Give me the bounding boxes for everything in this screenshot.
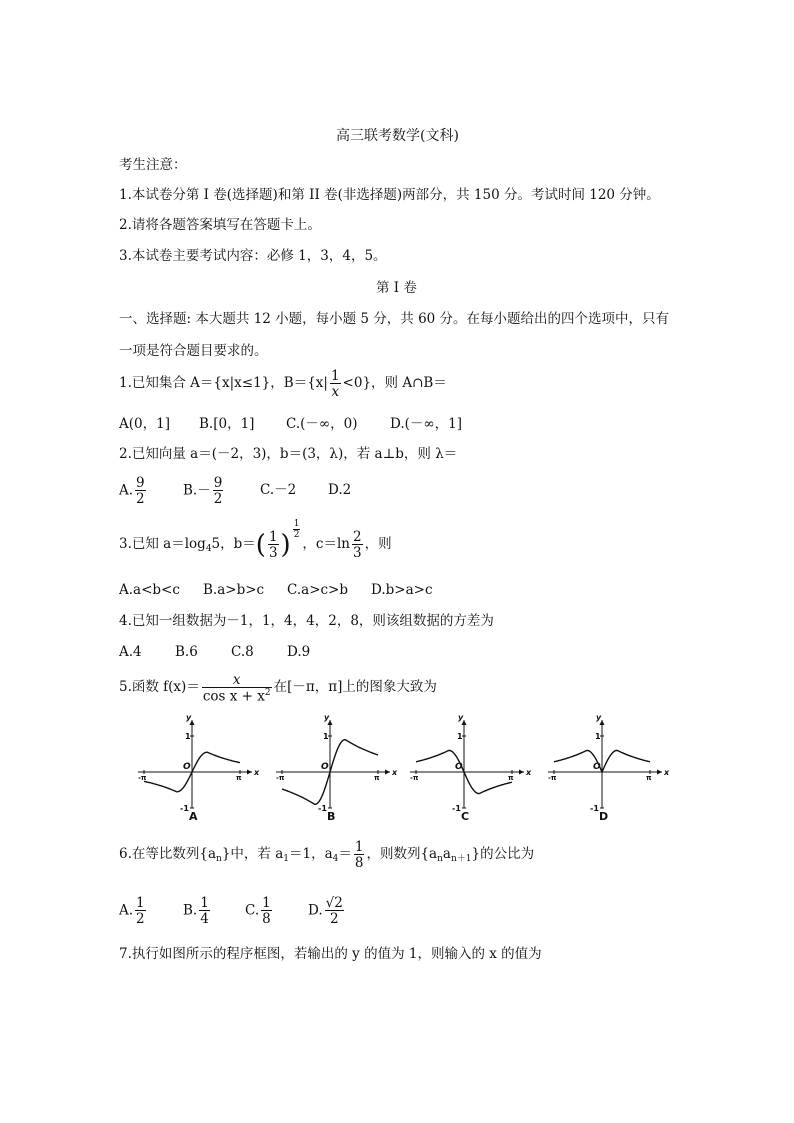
graph-neg-pi-label: -π [138,774,147,782]
question-7-stem: 7.执行如图所示的程序框图，若输出的 y 的值为 1，则输入的 x 的值为 [119,946,542,962]
part-title: 第 I 卷 [376,280,417,296]
q6-opt-c-num: 1 [262,894,271,911]
graph-origin-label: O [593,762,601,772]
q4-option-a: A.4 [119,644,142,660]
graph-origin-label: O [455,762,463,772]
q3-b-den: 3 [268,545,278,561]
q6-mid2: ＝1，a [289,846,333,863]
q6-mid4: ，则数列{a [366,846,438,863]
q4-option-c: C.8 [231,644,254,660]
q6-sub-1: 1 [283,853,289,864]
question-2-options [119,474,351,508]
graph-neg-pi-label: -π [548,774,557,782]
section-instruction-line-2: 一项是符合题目要求的。 [119,343,268,359]
q6-option-b [183,896,245,926]
q3-paren-right: ) [280,530,291,560]
section-instruction-line-1: 一、选择题: 本大题共 12 小题，每小题 5 分，共 60 分。在每小题给出的四个选项中，只有 [119,311,670,327]
q6-frac-num: 1 [354,838,364,855]
question-3-stem [119,520,392,570]
q3-paren-left: ( [255,530,266,560]
graph-neg-pi-label: -π [410,774,419,782]
graph-x-label: x [254,768,260,777]
graph-pi-label: π [236,774,242,782]
q5-graphs [130,714,730,826]
graph-x-arrow [247,770,252,775]
q6-option-a [119,896,183,926]
q3-exp-num: 1 [293,519,300,529]
q5-fraction [202,673,272,704]
graph-panel-label: B [327,810,336,823]
q6-opt-c-label: C. [245,902,260,919]
q6-opt-b-den: 4 [200,911,209,927]
q2-opt-a-num: 9 [136,474,145,491]
graph-y-bottom-label: -1 [318,804,327,813]
q3-exponent [293,520,301,541]
graph-y-label: y [458,714,464,722]
q3-option-c: C.a>c>b [287,582,349,598]
graph-panel-label: A [189,810,198,823]
q6-option-d [308,896,346,926]
graph-y-top-label: 1 [457,732,463,741]
graph-y-bottom-label: -1 [590,804,599,813]
question-4-options [119,646,310,660]
q2-opt-a-den: 2 [136,491,145,507]
q6-mid5: a [442,846,451,863]
graph-b [276,714,398,823]
q1-option-c: C.(－∞，0) [286,416,358,432]
q6-opt-d-den: 2 [325,910,344,926]
q6-opt-d-label: D. [308,902,323,919]
q3-option-d: D.b>a>c [371,582,433,598]
question-1-options [119,418,462,432]
q1-suffix: <0}，则 A∩B＝ [342,375,447,392]
q3-c-den: 3 [353,545,362,561]
q2-opt-a-label: A. [119,482,134,499]
question-3-options [119,584,433,598]
graph-x-arrow [385,770,390,775]
q4-option-d: D.9 [287,644,311,660]
graph-a [138,714,260,823]
q6-opt-a-den: 2 [136,911,145,927]
q2-option-c: C.－2 [260,482,297,499]
q1-option-a: A(0，1] [119,416,170,432]
q2-opt-b-den: 2 [213,491,223,507]
graph-y-top-label: 1 [185,732,191,741]
graph-y-top-label: 1 [323,732,329,741]
q5-prefix: 5.函数 f(x)＝ [119,679,200,696]
q1-option-b: B.[0，1] [199,416,255,432]
q6-sub-4: 4 [332,853,339,864]
q6-sub-n: n [216,853,222,864]
q3-prefix: 3.已知 a＝log [119,536,206,553]
graph-pi-label: π [508,774,514,782]
graph-y-label: y [324,714,330,722]
question-5-stem [119,670,437,706]
graph-neg-pi-label: -π [276,774,285,782]
notice-item-2: 2.请将各题答案填写在答题卡上。 [119,217,321,233]
q3-option-b: B.a>b>c [203,582,265,598]
q3-a-tail: 5，b＝ [211,536,256,553]
graph-pi-label: π [646,774,652,782]
question-1-stem [119,368,447,400]
q3-c-text: ，c＝ln [302,536,350,553]
graph-panel-label: C [461,810,470,823]
graph-y-bottom-label: -1 [452,804,461,813]
q1-fraction [330,369,341,399]
graph-x-label: x [392,768,398,777]
q6-fraction [354,840,365,870]
graph-x-arrow [657,770,662,775]
q5-frac-den-wrap [202,687,272,704]
q6-opt-a-label: A. [119,902,134,919]
q5-frac-den: cos x + x [202,688,265,705]
q6-prefix: 6.在等比数列{a [119,846,217,863]
q1-option-d: D.(－∞，1] [390,416,463,432]
graph-d [548,714,670,823]
q2-option-b [183,476,260,506]
q6-mid1: }中，若 a [221,846,284,863]
notice-item-1: 1.本试卷分第 I 卷(选择题)和第 II 卷(非选择题)两部分，共 150 分。考试时间 120 分钟。 [119,187,660,203]
q3-exp-den: 2 [293,530,300,541]
q6-opt-b-label: B. [183,902,198,919]
graph-y-label: y [596,714,602,722]
q6-opt-c-den: 8 [262,911,271,927]
q3-suffix: ，则 [364,536,392,553]
q3-b-num: 1 [268,528,278,545]
question-4-stem: 4.已知一组数据为－1，1，4，4，2，8，则该组数据的方差为 [119,613,494,629]
q3-b-fraction [268,530,279,560]
graph-y-top-label: 1 [595,732,601,741]
q3-option-a: A.a<b<c [119,582,180,598]
graph-x-arrow [519,770,524,775]
q1-frac-den: x [331,384,340,400]
q6-opt-a-num: 1 [136,894,145,911]
q6-sub-n2: n [437,853,443,864]
q6-sub-n1: n＋1 [450,853,472,864]
question-6-stem [119,838,534,872]
graph-origin-label: O [321,762,329,772]
q2-opt-b-num: 9 [213,474,223,491]
graph-panel-label: D [599,810,609,823]
q3-c-num: 2 [353,528,362,545]
q2-option-d: D.2 [328,482,352,499]
graph-origin-label: O [183,762,191,772]
q4-option-b: B.6 [175,644,198,660]
graph-y-label: y [186,714,192,722]
q6-mid3: ＝ [338,846,352,863]
q6-opt-d-num: √2 [325,894,343,911]
graph-x-label: x [526,768,532,777]
q5-frac-num: x [232,671,241,688]
q6-option-c [245,896,308,926]
q5-frac-den-exp: 2 [264,687,271,698]
graph-c [410,714,532,823]
q2-opt-b-label: B.－ [183,482,211,499]
graph-pi-label: π [374,774,380,782]
notice-item-3: 3.本试卷主要考试内容：必修 1，3，4，5。 [119,248,387,264]
q2-option-a [119,476,183,506]
page-title: 高三联考数学(文科) [336,128,459,144]
q1-frac-num: 1 [330,367,340,384]
notice-heading: 考生注意： [119,157,187,173]
q3-log-base: 4 [205,543,212,554]
q6-opt-b-num: 1 [200,894,209,911]
q5-suffix: 在[－π，π]上的图象大致为 [273,679,437,696]
question-2-stem: 2.已知向量 a＝(－2，3)，b＝(3，λ)，若 a⊥b，则 λ＝ [119,446,458,462]
q6-frac-den: 8 [354,855,364,871]
q3-c-fraction [352,530,363,560]
q6-suffix: }的公比为 [471,846,535,863]
q1-prefix: 1.已知集合 A＝{x|x≤1}，B＝{x| [119,375,328,392]
graph-y-bottom-label: -1 [180,804,189,813]
question-6-options [119,894,346,928]
graph-x-label: x [664,768,670,777]
